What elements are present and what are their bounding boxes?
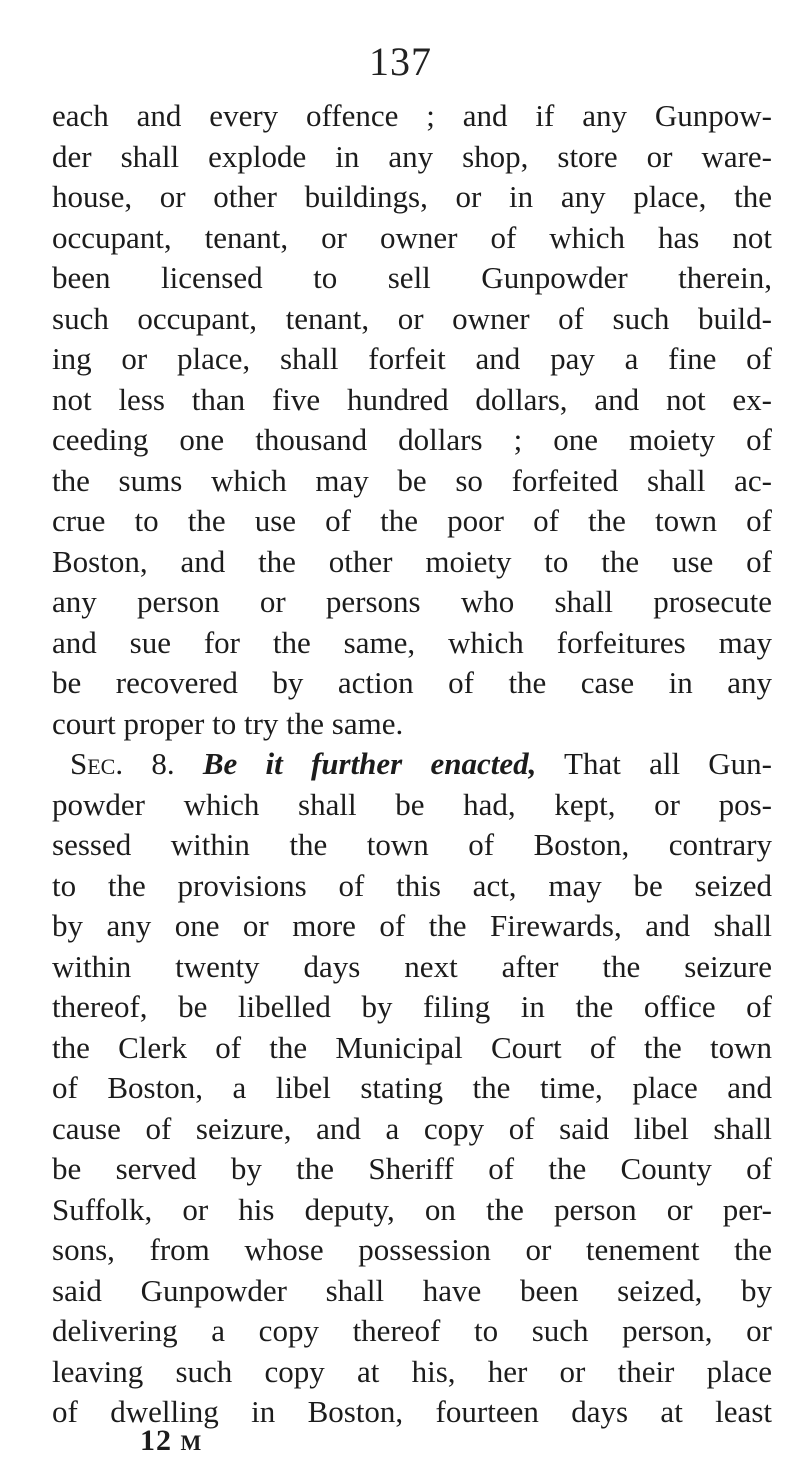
signature-mark xyxy=(140,1424,202,1458)
statute-text xyxy=(52,96,772,1433)
text-line: and sue for the same, which forfeitures may xyxy=(52,624,772,660)
text-line: powder which shall be had, kept, or pos- xyxy=(52,786,772,822)
text-line: to the provisions of this act, may be seized xyxy=(52,867,772,903)
text-line: cause of seizure, and a copy of said libel shall xyxy=(52,1110,772,1146)
text-line: not less than five hundred dollars, and not ex- xyxy=(52,381,772,417)
text-line: said Gunpowder shall have been seized, by xyxy=(52,1272,772,1308)
text-line: such occupant, tenant, or owner of such build- xyxy=(52,300,772,336)
text-line: Suffolk, or his deputy, on the person or per- xyxy=(52,1191,772,1227)
text-line: been licensed to sell Gunpowder therein, xyxy=(52,260,772,295)
text-line: any person or persons who shall prosecute xyxy=(52,584,772,619)
text-line: ceeding one thousand dollars ; one moiety of xyxy=(52,422,772,457)
text-line: of Boston, a libel stating the time, place and xyxy=(52,1070,772,1105)
text-line: occupant, tenant, or owner of which has not xyxy=(52,219,772,255)
section-8-line-rest: That all Gun- xyxy=(564,746,772,781)
text-line: delivering a copy thereof to such person, or xyxy=(52,1313,772,1348)
section-8-first-line xyxy=(52,744,772,785)
text-line: within twenty days next after the seizure xyxy=(52,948,772,984)
text-line: Boston, and the other moiety to the use of xyxy=(52,543,772,579)
text-line: by any one or more of the Firewards, and shall xyxy=(52,908,772,943)
text-line: of dwelling in Boston, fourteen days at least xyxy=(52,1394,772,1429)
signature-number: 12 xyxy=(140,1424,172,1457)
text-line: sessed within the town of Boston, contrary xyxy=(52,827,772,862)
text-line: der shall explode in any shop, store or ware- xyxy=(52,138,772,174)
text-line: court proper to try the same. xyxy=(52,705,404,741)
text-line: the sums which may be so forfeited shall ac- xyxy=(52,462,772,498)
page-number: 137 xyxy=(369,39,432,84)
text-line: leaving such copy at his, her or their place xyxy=(52,1353,772,1389)
text-line: the Clerk of the Municipal Court of the town xyxy=(52,1029,772,1065)
text-line: house, or other buildings, or in any place, the xyxy=(52,179,772,214)
enactment-clause: Be it further enacted, xyxy=(202,746,537,781)
text-line: sons, from whose possession or tenement the xyxy=(52,1232,772,1267)
text-line: each and every offence ; and if any Gunpow- xyxy=(52,98,772,133)
signature-letter: M xyxy=(180,1430,203,1455)
text-line: ing or place, shall forfeit and pay a fine of xyxy=(52,341,772,376)
text-line: crue to the use of the poor of the town of xyxy=(52,503,772,538)
text-line: thereof, be libelled by filing in the office of xyxy=(52,989,772,1024)
text-line: be recovered by action of the case in any xyxy=(52,665,772,700)
text-line: be served by the Sheriff of the County of xyxy=(52,1151,772,1186)
section-label: Sec. 8. xyxy=(70,746,175,781)
